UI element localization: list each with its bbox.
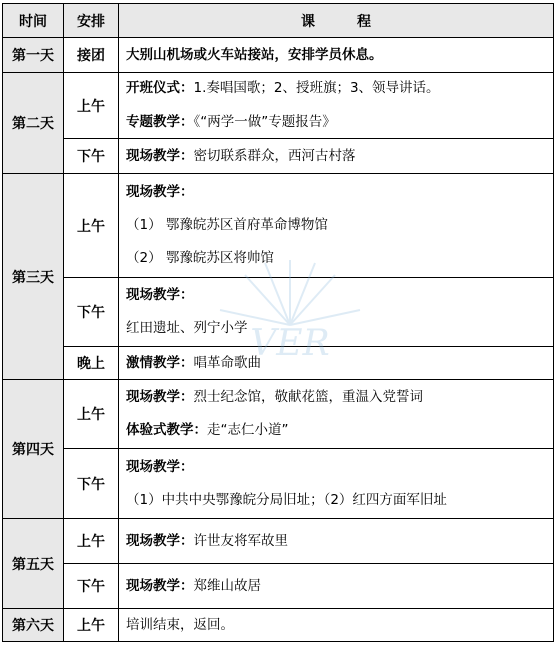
table-row — [3, 564, 554, 609]
course-text: 1.奏唱国歌；2、授班旗；3、领导讲话。 — [193, 80, 440, 96]
table-row — [3, 278, 554, 347]
slot-label: 上午 — [64, 519, 119, 564]
course-cell — [119, 564, 554, 609]
table-row — [3, 174, 554, 278]
course-type: 现场教学： — [126, 147, 194, 164]
course-cell: 大别山机场或火车站接站，安排学员休息。 — [119, 38, 554, 73]
course-type: 现场教学： — [126, 577, 194, 594]
course-type: 现场教学： — [126, 458, 194, 475]
table-row — [3, 38, 554, 73]
course-text: 烈士纪念馆，敬献花篮，重温入党誓词 — [193, 389, 423, 405]
watermark-text: VER — [250, 323, 330, 364]
course-cell — [119, 174, 554, 278]
slot-label: 下午 — [64, 449, 119, 519]
table-row — [3, 449, 554, 519]
slot-label: 上午 — [64, 73, 119, 139]
header-row — [3, 4, 554, 38]
slot-label: 下午 — [64, 139, 119, 174]
slot-label: 上午 — [64, 380, 119, 449]
table-row — [3, 347, 554, 380]
slot-label: 接团 — [64, 38, 119, 73]
course-type: 现场教学： — [126, 287, 194, 303]
day-label: 第三天 — [3, 174, 64, 380]
slot-label: 上午 — [64, 609, 119, 642]
table-row — [3, 519, 554, 564]
table-row — [3, 73, 554, 139]
course-text: （1）中共中央鄂豫皖分局旧址；（2）红四方面军旧址 — [126, 491, 447, 508]
header-arrangement: 安排 — [64, 4, 119, 38]
course-cell — [119, 449, 554, 519]
course-cell: 培训结束，返回。 — [119, 609, 554, 642]
day-label: 第一天 — [3, 38, 64, 73]
course-cell — [119, 139, 554, 174]
course-type: 专题教学： — [126, 114, 194, 130]
slot-label: 下午 — [64, 278, 119, 347]
table-row — [3, 609, 554, 642]
course-cell — [119, 73, 554, 139]
course-text: 红田遗址、列宁小学 — [126, 320, 248, 336]
course-cell — [119, 519, 554, 564]
course-cell — [119, 380, 554, 449]
course-cell — [119, 278, 554, 347]
day-label: 第六天 — [3, 609, 64, 642]
course-type: 体验式教学： — [126, 422, 207, 438]
course-text: （1） 鄂豫皖苏区首府革命博物馆 — [126, 217, 328, 233]
course-type: 开班仪式： — [126, 80, 194, 96]
course-text: 许世友将军故里 — [193, 532, 288, 549]
table-row — [3, 139, 554, 174]
course-type: 激情教学： — [126, 354, 194, 371]
slot-label: 下午 — [64, 564, 119, 609]
course-text: （2） 鄂豫皖苏区将帅馆 — [126, 250, 274, 266]
course-type: 现场教学： — [126, 389, 194, 405]
course-text: 密切联系群众，西河古村落 — [193, 147, 356, 164]
header-course: 课 程 — [119, 4, 554, 38]
course-type: 现场教学： — [126, 532, 194, 549]
course-text: 《“两学一做”专题报告》 — [193, 114, 336, 130]
day-label: 第五天 — [3, 519, 64, 609]
course-text: 走“志仁小道” — [207, 422, 289, 438]
course-cell — [119, 347, 554, 380]
table-row — [3, 380, 554, 449]
course-type: 现场教学： — [126, 184, 194, 200]
day-label: 第二天 — [3, 73, 64, 174]
course-text: 郑维山故居 — [193, 577, 261, 594]
slot-label: 上午 — [64, 174, 119, 278]
slot-label: 晚上 — [64, 347, 119, 380]
schedule-table — [2, 3, 554, 642]
course-text: 唱革命歌曲 — [193, 354, 261, 371]
day-label: 第四天 — [3, 380, 64, 519]
header-time: 时间 — [3, 4, 64, 38]
